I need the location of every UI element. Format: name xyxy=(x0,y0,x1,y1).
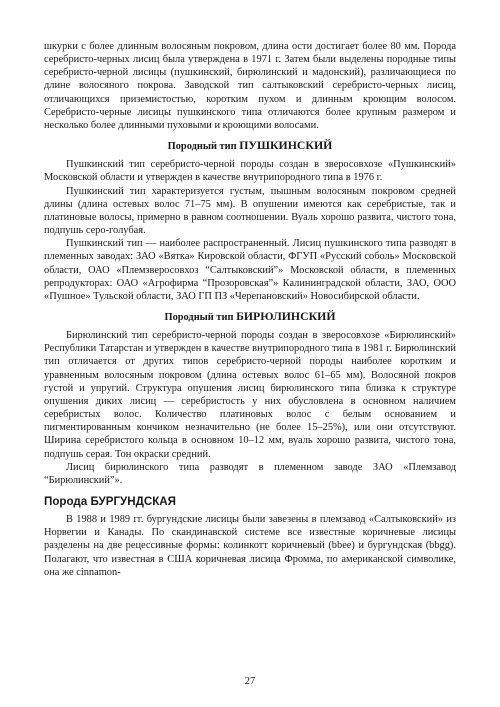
page-number: 27 xyxy=(244,676,256,687)
heading-burgundy: Порода БУРГУНДСКАЯ xyxy=(44,495,177,508)
paragraph-biryulinsky-description: Бирюлинский тип серебристо-черной породы создан в зверосовхозе «Бирюлинский» Республики Татарстан и утвержден в качестве внутрипородного типа в 1981 г. Бирюлинский тип отличается от других типов серебристо-черной породы наиболее коротким и уравненным волосяным покровом (длина остевых волос 61–65 мм). Волосяной покров густой и упругий. Структура опушения лисиц бирюлинского типа близка к структуре опушения диких лисиц — серебристость у них обусловлена в основном наличием серебристых волос. Количество платиновых волос с белым основанием и пигментированным кончиком незначительно (не более 15–25%), или они отсутствуют. Ширина серебристого кольца в основном 10–12 мм, вуаль хорошо развита, чистого тона, подпушь серая. Тон окраски средний. xyxy=(44,330,456,460)
paragraph-intro: шкурки с более длинным волосяным покровом, длина ости достигает более 80 мм. Порода серебристо-черных лисиц была утверждена в 1971 г. Затем были выделены породные типы серебристо-черной лисицы (пушкинский, бирюлинский и мадонский), различающиеся по длине волосяного покрова. Заводской тип салтыковский серебристо-черных лисиц, отличающихся приземистостью, коротким пухом и длинным кроющим волосом. Серебристо-черные лисицы пушкинского типа отличаются более крупным размером и несколько более длинными пуховыми и кроющими волосами. xyxy=(44,41,456,131)
heading-pushkinsky: Породный тип ПУШКИНСКИЙ xyxy=(167,138,333,153)
page-body xyxy=(44,40,456,579)
paragraph-pushkinsky-description: Пушкинский тип характеризуется густым, пышным волосяным покровом средней длины (длина остевых волос 71–75 мм). В опушении имеются как серебристые, так и платиновые волосы, примерно в равном соотношении. Вуаль хорошо развита, чистого тона, подпушь серо-голубая. xyxy=(44,185,456,237)
heading-biryulinsky: Породный тип БИРЮЛИНСКИЙ xyxy=(164,308,336,323)
paragraph-biryulinsky-breeding: Лисиц бирюлинского типа разводят в племенном заводе ЗАО «Племзавод “Бирюлинский”». xyxy=(44,461,456,486)
paragraph-pushkinsky-origin: Пушкинский тип серебристо-черной породы создан в зверосовхозе «Пушкинский» Московской области и утвержден в качестве внутрипородного типа в 1976 г. xyxy=(44,159,456,184)
paragraph-pushkinsky-breeding: Пушкинский тип — наиболее распространенный. Лисиц пушкинского типа разводят в племенных заводах: ЗАО «Вятка» Кировской области, ФГУП «Русский соболь» Московской области, ОАО «Племзверосовхоз “Салтыковский”» Московской области, в племенных репродукторах: ОАО «Агрофирма “Прозоровская”» Калининградской области, ЗАО, ООО «Пушное» Тульской области, ЗАО ГП ПЗ «Черепановский» Новосибирской области. xyxy=(44,238,456,302)
paragraph-burgundy: В 1988 и 1989 гг. бургундские лисицы были завезены в племзавод «Салтыковский» из Норвегии и Канады. По скандинавской системе все известные коричневые лисицы разделены на две рецессивные формы: колинкотт коричневый (bbee) и бургундская (bbgg). Полагают, что известная в США коричневая лисица Фромма, по американской символике, она же cinnamon- xyxy=(44,514,456,578)
